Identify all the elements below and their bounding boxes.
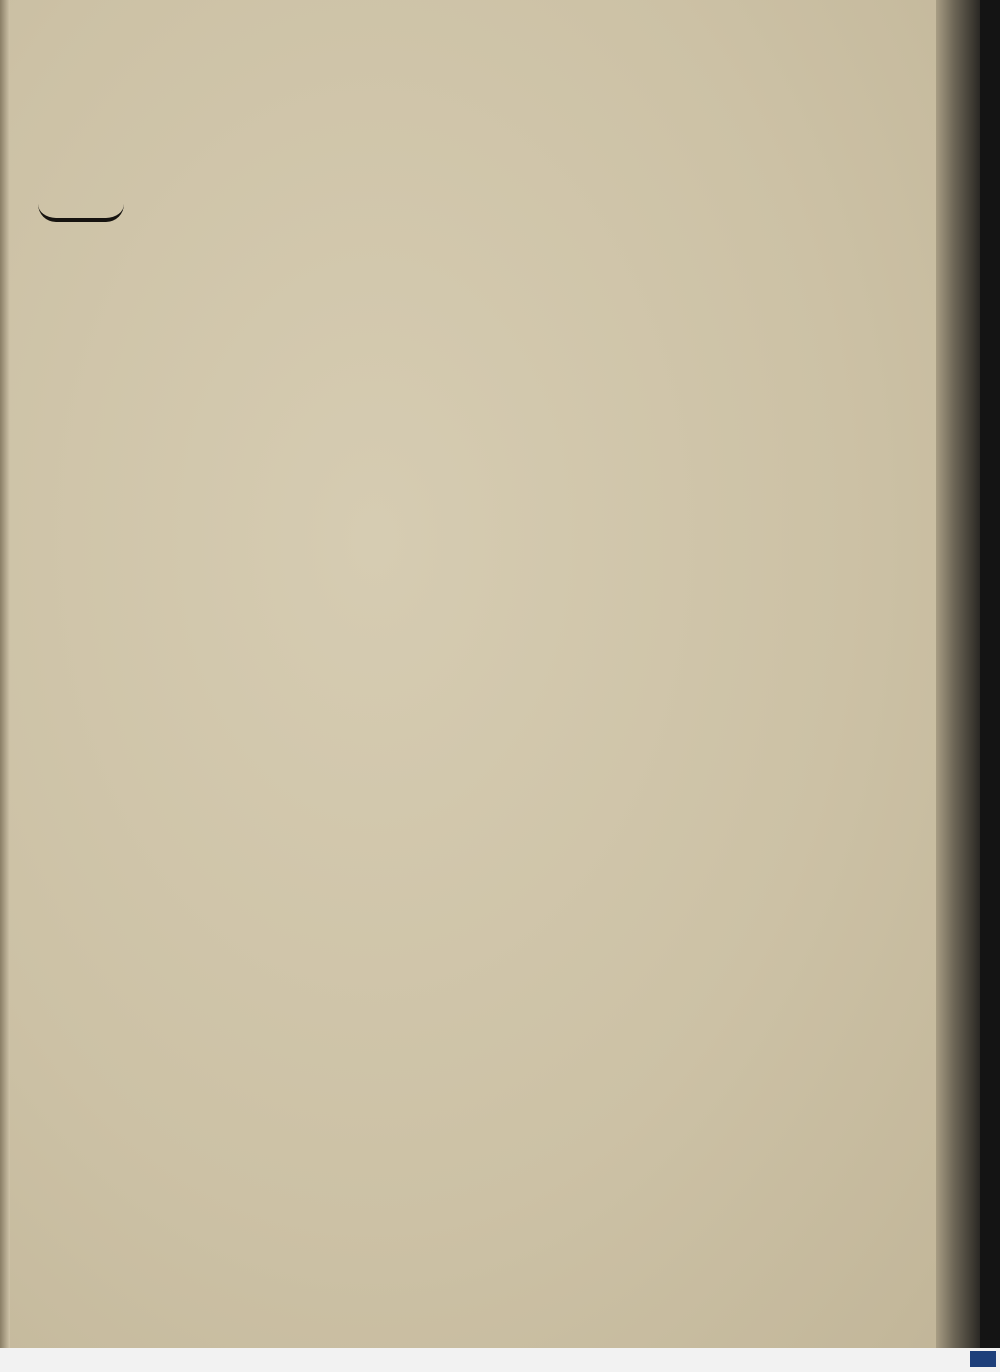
digitization-footer xyxy=(0,1348,1000,1372)
text-block xyxy=(38,126,706,134)
dfg-logo xyxy=(970,1351,996,1367)
page-header xyxy=(92,74,702,126)
page-gutter-shadow xyxy=(0,0,10,1348)
initial-flourish xyxy=(38,204,124,222)
page-edge-shadow xyxy=(936,0,980,1348)
